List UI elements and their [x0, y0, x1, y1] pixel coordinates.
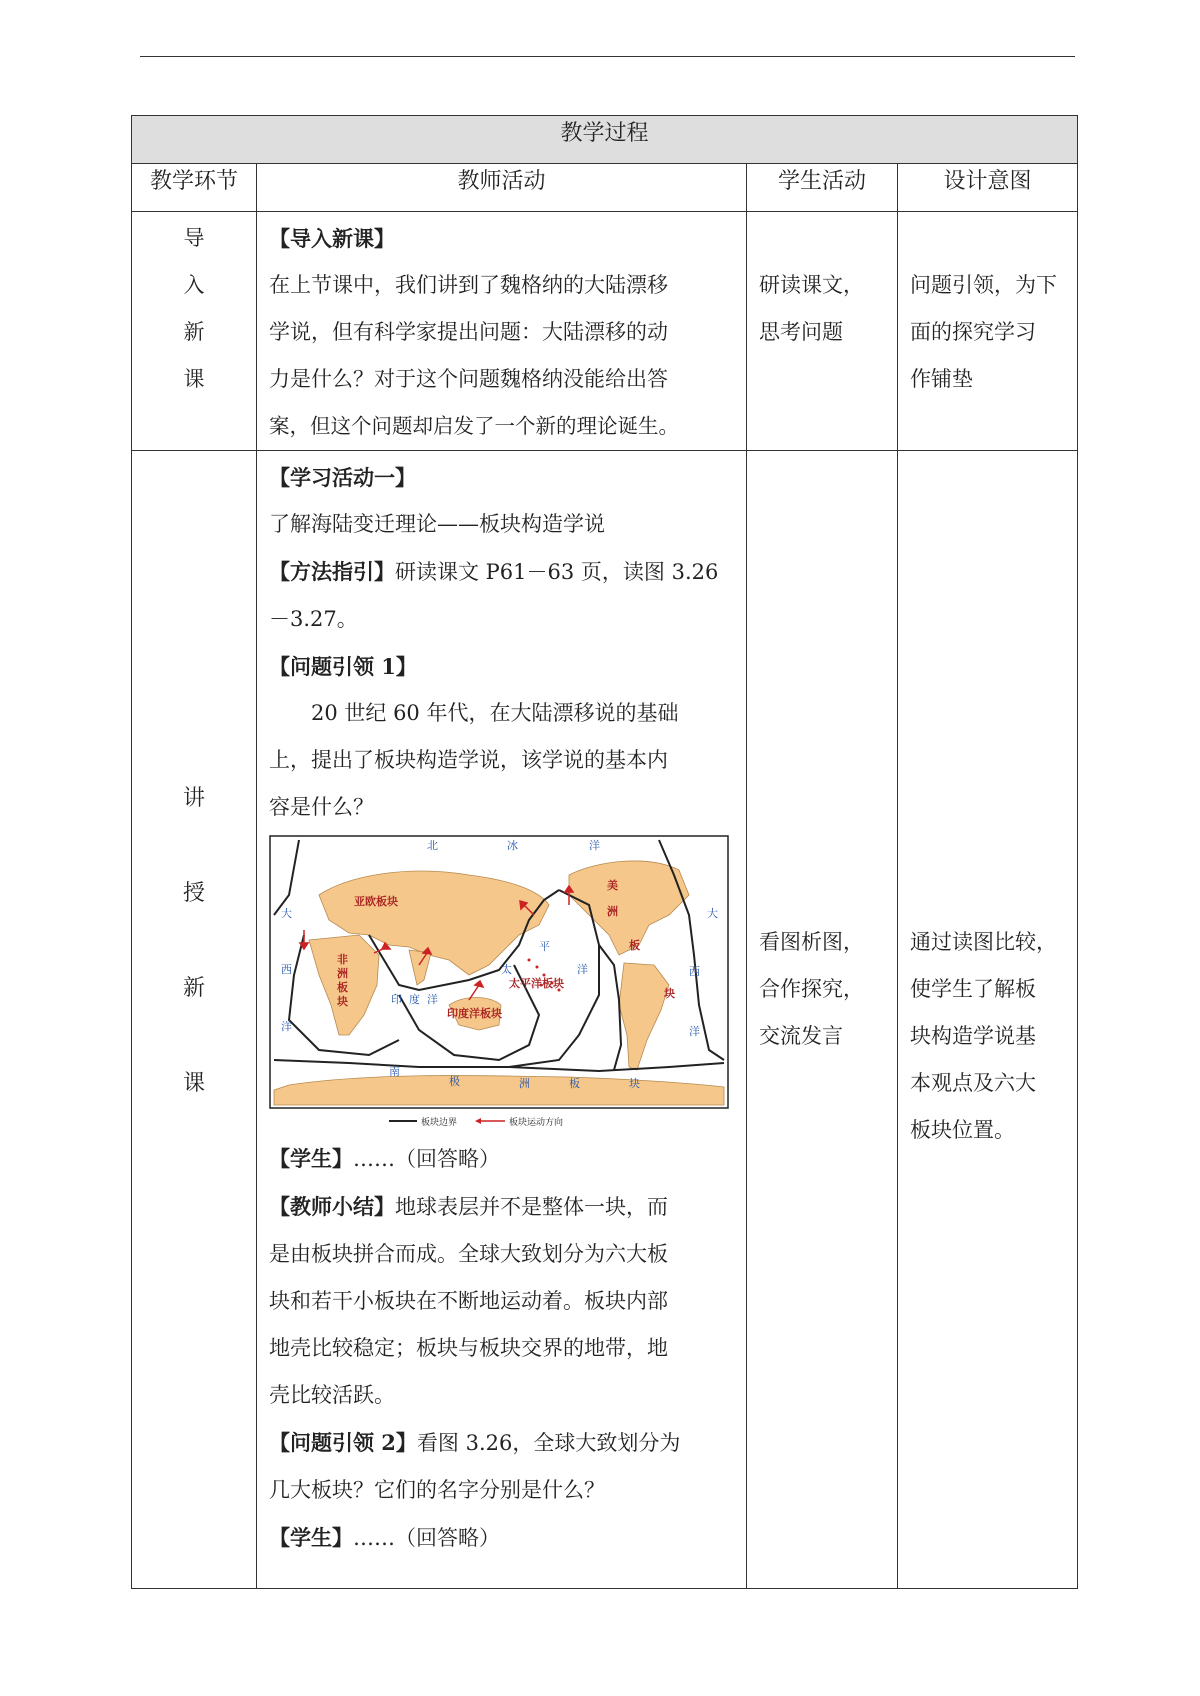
table-title: 教学过程	[132, 116, 1078, 164]
student-cell-lecture	[747, 451, 898, 1589]
map-label: 平	[539, 940, 550, 953]
map-label: 印	[391, 993, 402, 1006]
stage-char: 新	[183, 320, 205, 344]
text-line: 块和若干小板块在不断地运动着。板块内部	[269, 1289, 668, 1313]
text-line: 板块位置。	[910, 1118, 1015, 1142]
stage-char: 课	[183, 367, 205, 391]
plate-map-figure	[257, 831, 746, 1135]
table-row	[132, 451, 1078, 1589]
map-label: 极	[449, 1075, 460, 1088]
header-rule	[140, 56, 1075, 57]
question-label: 【问题引领 2】	[269, 1430, 417, 1455]
text-line: 看图析图，	[759, 930, 864, 954]
text-line: 上，提出了板块构造学说，该学说的基本内	[269, 748, 668, 772]
map-label: 洲	[519, 1077, 530, 1090]
text-line: 了解海陆变迁理论——板块构造学说	[269, 512, 605, 536]
stage-cell-lecture	[132, 451, 257, 1589]
map-label: 非	[337, 953, 348, 966]
map-label: 洋	[427, 993, 438, 1006]
student-label: 【学生】	[269, 1525, 353, 1550]
map-label: 块	[629, 1077, 640, 1090]
text-line	[269, 1514, 736, 1562]
text-line: 几大板块？它们的名字分别是什么？	[269, 1478, 605, 1502]
text-line: 块构造学说基	[910, 1024, 1036, 1048]
map-label: 北	[427, 839, 438, 852]
text-line: 面的探究学习	[910, 320, 1036, 344]
map-label: 西	[281, 963, 292, 976]
stage-cell-intro	[132, 212, 257, 451]
text-line	[269, 1135, 736, 1183]
text-line: 问题引领，为下	[910, 273, 1057, 297]
student-cell-intro	[747, 212, 898, 451]
map-label: 美	[607, 879, 618, 892]
header-intent: 设计意图	[898, 164, 1078, 212]
map-legend	[389, 1116, 563, 1128]
answer-text: ……（回答略）	[353, 1526, 500, 1550]
text-line: 案，但这个问题却启发了一个新的理论诞生。	[269, 414, 679, 438]
teacher-cell-lecture	[257, 451, 747, 1589]
text-line: 研读课文，	[759, 273, 864, 297]
teacher-cell-intro	[257, 212, 747, 451]
text-line	[269, 1183, 736, 1231]
map-label: 度	[409, 993, 420, 1006]
plate-map	[269, 835, 729, 1131]
map-label: 块	[664, 987, 675, 1000]
text-line: 壳比较活跃。	[269, 1383, 395, 1407]
map-label: 南	[389, 1065, 400, 1078]
section-heading: 【导入新课】	[269, 226, 395, 251]
student-label: 【学生】	[269, 1146, 353, 1171]
text-line	[269, 548, 736, 596]
map-label: 大	[707, 907, 718, 920]
map-label: 洋	[577, 963, 588, 976]
section-heading: 【学习活动一】	[269, 465, 416, 490]
map-label: 亚欧板块	[354, 895, 398, 908]
map-label: 洋	[689, 1025, 700, 1038]
stage-char: 导	[183, 226, 205, 250]
intent-cell-lecture	[898, 451, 1078, 1589]
text-line: 使学生了解板	[910, 977, 1036, 1001]
map-label: 板	[629, 939, 640, 952]
text-line: 本观点及六大	[910, 1071, 1036, 1095]
text-line: 交流发言	[759, 1024, 843, 1048]
stage-char: 课	[182, 1071, 205, 1096]
map-label: 块	[337, 995, 348, 1008]
text-line: 是由板块拼合而成。全球大致划分为六大板	[269, 1242, 668, 1266]
map-label: 太平洋板块	[509, 977, 564, 990]
map-label: 洋	[281, 1020, 292, 1033]
text-line: －3.27。	[269, 607, 358, 631]
question-text: 看图 3.26，全球大致划分为	[416, 1431, 681, 1455]
text-line: 地壳比较稳定；板块与板块交界的地带，地	[269, 1336, 668, 1360]
stage-char: 讲	[182, 786, 205, 811]
table-row	[132, 212, 1078, 451]
stage-char: 授	[182, 881, 205, 906]
map-label: 冰	[507, 839, 518, 852]
intent-cell-intro	[898, 212, 1078, 451]
map-label: 洲	[337, 967, 348, 980]
text-line: 合作探究，	[759, 977, 864, 1001]
map-label: 板	[569, 1077, 580, 1090]
legend-motion: 板块运动方向	[509, 1118, 564, 1128]
summary-text: 地球表层并不是整体一块，而	[395, 1195, 668, 1219]
stage-char: 入	[183, 273, 205, 297]
header-stage: 教学环节	[132, 164, 257, 212]
text-line: 力是什么？对于这个问题魏格纳没能给出答	[269, 367, 668, 391]
text-line: 学说，但有科学家提出问题：大陆漂移的动	[269, 320, 668, 344]
teaching-process-table	[131, 115, 1078, 1589]
method-label: 【方法指引】	[269, 559, 395, 584]
map-label: 洲	[607, 905, 618, 918]
summary-label: 【教师小结】	[269, 1194, 395, 1219]
map-label: 印度洋板块	[447, 1007, 502, 1020]
header-teacher: 教师活动	[257, 164, 747, 212]
method-text: 研读课文 P61－63 页，读图 3.26	[395, 560, 719, 584]
text-line	[269, 1419, 736, 1467]
text-line: 通过读图比较，	[910, 930, 1057, 954]
map-label: 太	[501, 963, 512, 976]
stage-char: 新	[182, 976, 205, 1001]
legend-boundary: 板块边界	[421, 1118, 458, 1128]
map-label: 大	[281, 907, 292, 920]
text-line: 作铺垫	[910, 367, 973, 391]
map-label: 西	[689, 965, 700, 978]
header-student: 学生活动	[747, 164, 898, 212]
map-label: 板	[337, 981, 348, 994]
text-line: 20 世纪 60 年代，在大陆漂移说的基础	[311, 701, 679, 725]
map-label: 洋	[589, 839, 600, 852]
answer-text: ……（回答略）	[353, 1147, 500, 1171]
text-line: 思考问题	[759, 320, 843, 344]
question-heading: 【问题引领 1】	[269, 654, 417, 679]
text-line: 在上节课中，我们讲到了魏格纳的大陆漂移	[269, 273, 668, 297]
text-line: 容是什么？	[269, 795, 374, 819]
